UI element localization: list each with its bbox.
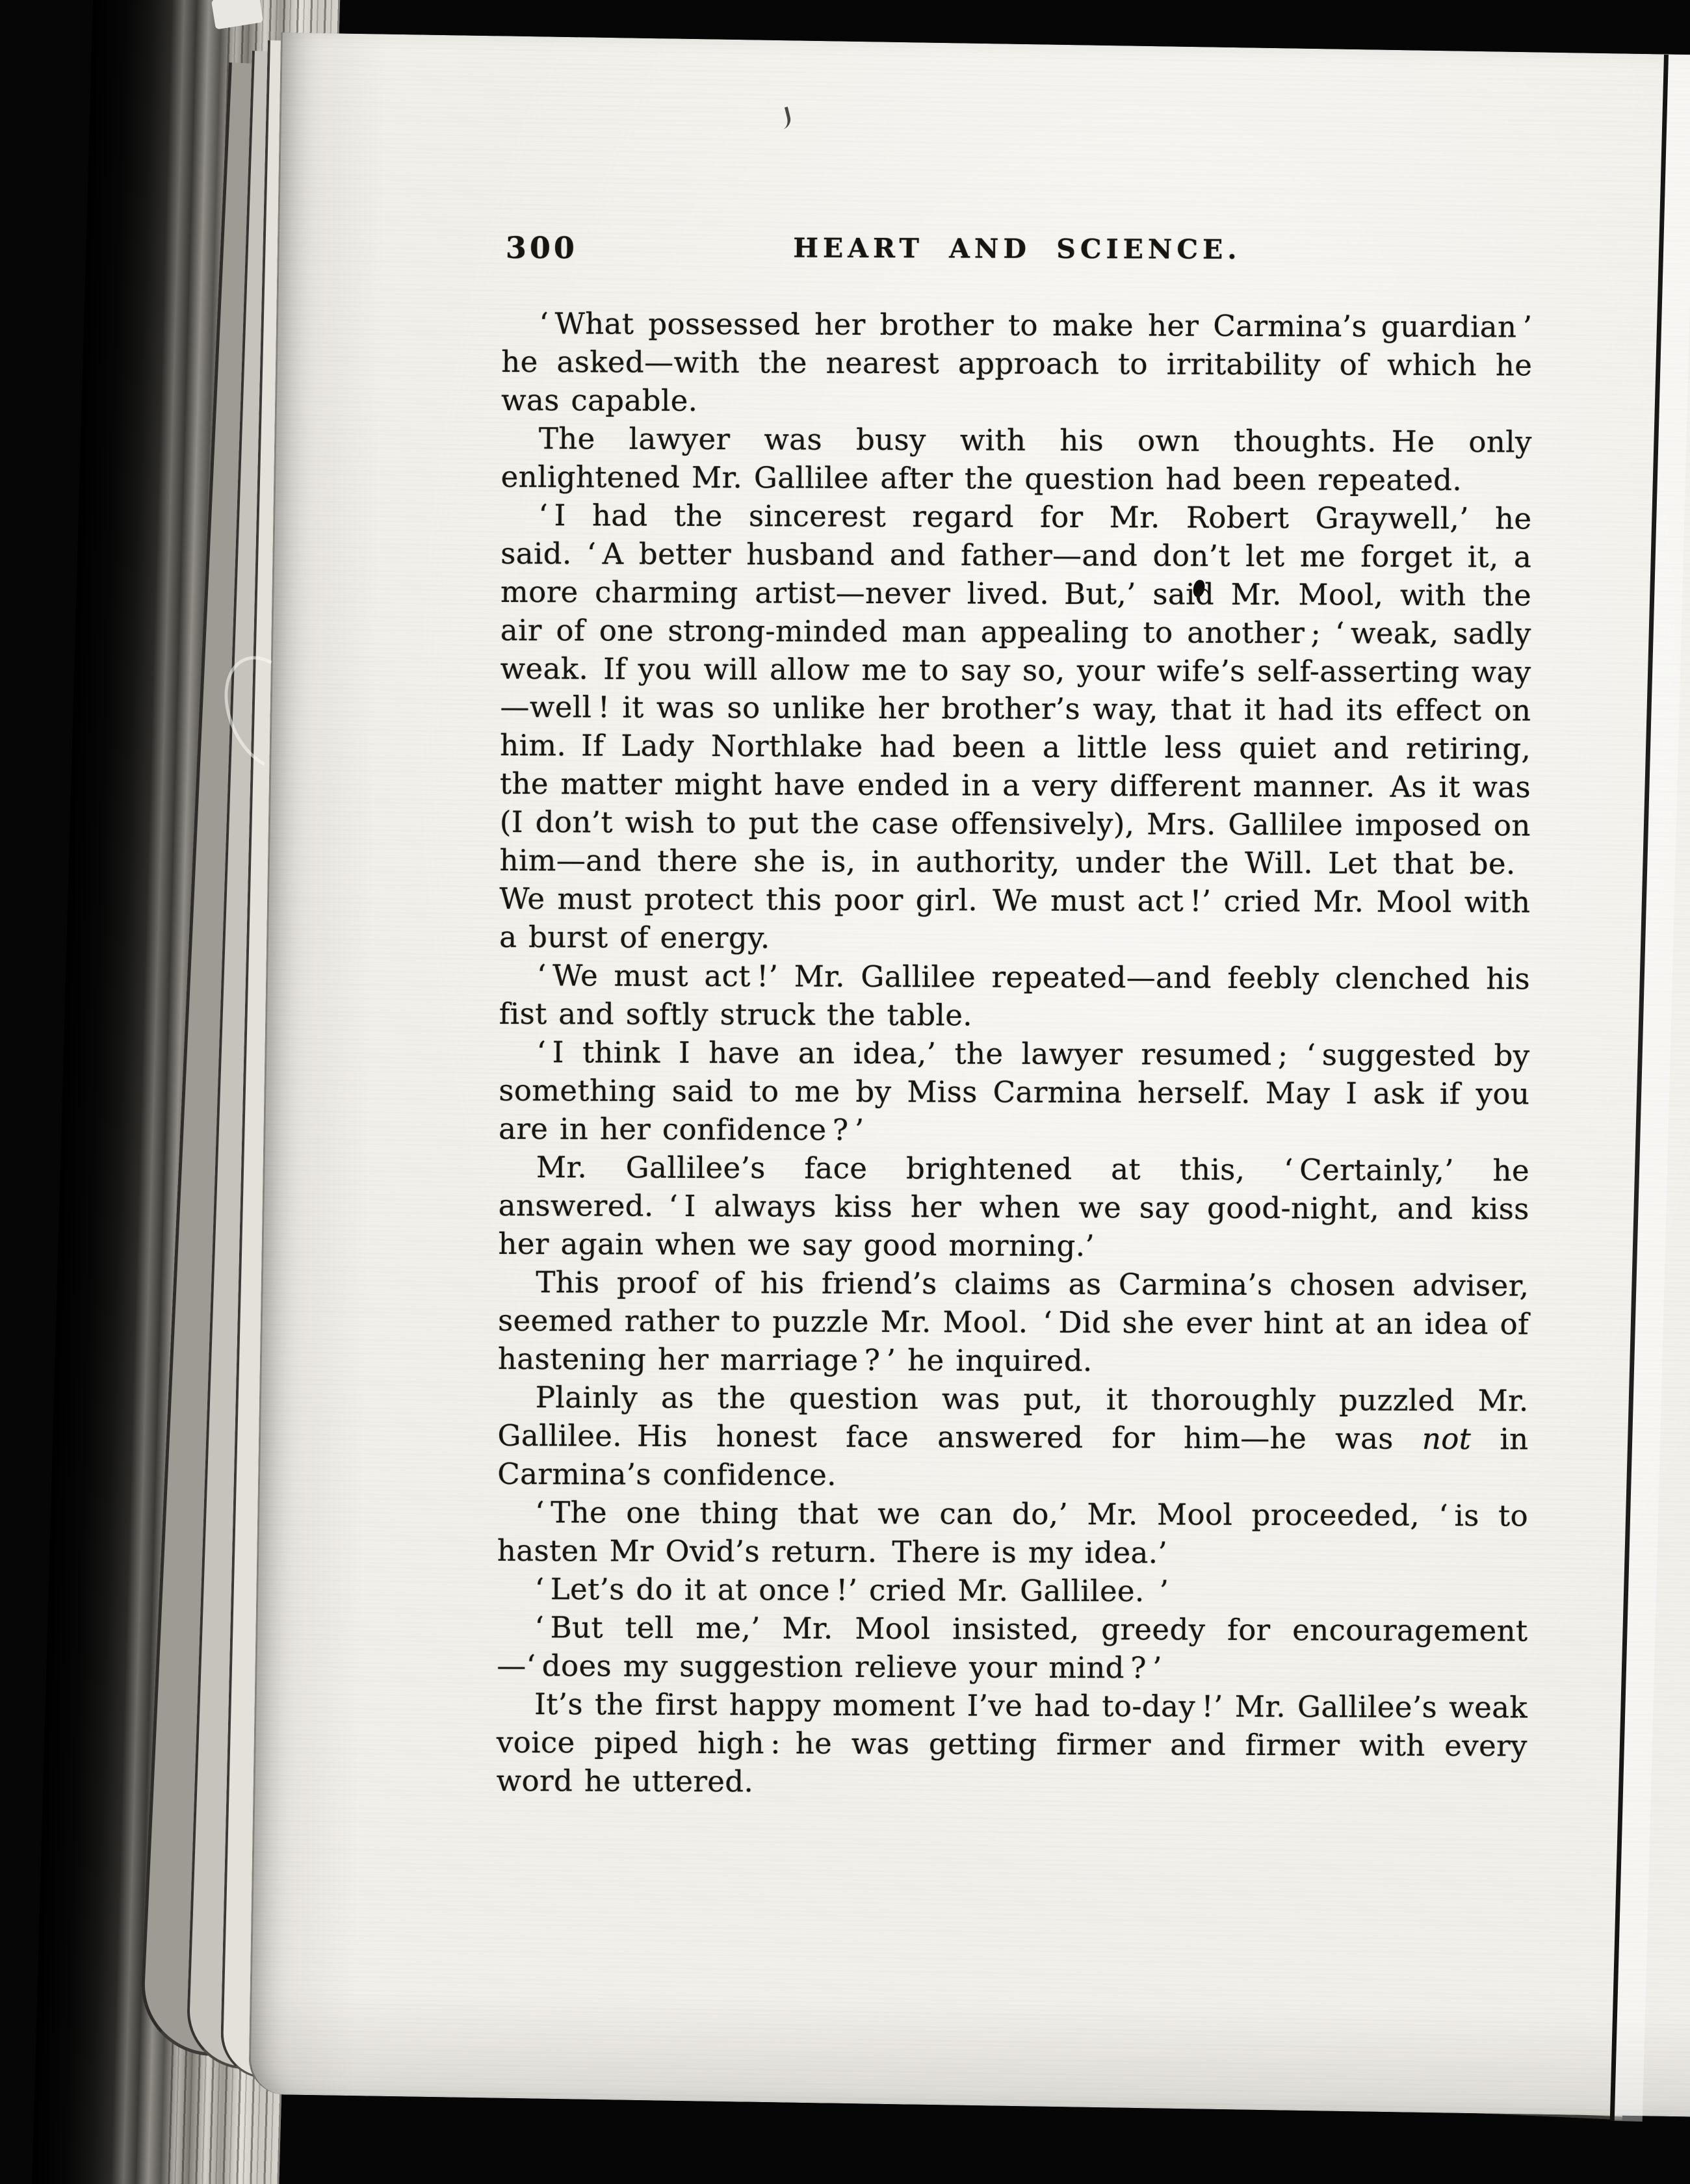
paragraph [499,496,1531,960]
paragraph [497,1493,1528,1574]
paragraph [499,956,1530,1037]
text-segment: It’s the first happy moment I’ve had to-day !’ Mr. Gallilee’s weak voice piped high : he was getting firmer and firmer with every word he uttered. [496,1687,1528,1799]
paragraph [498,1263,1529,1382]
text-segment: ‘ I think I have an idea,’ the lawyer resumed ; ‘ suggested by something said to me by Miss Carmina herself. May I ask if you are in her confidence ? ’ [499,1035,1530,1147]
text-segment: The lawyer was busy with his own thoughts. He only enlightened Mr. Gallilee after the question had been repeated. [500,421,1532,498]
text-segment: ‘ Let’s do it at once !’ cried Mr. Gallilee. ’ [534,1572,1169,1609]
page-text [497,228,1533,1804]
paragraph [497,1378,1529,1497]
text-segment-italic: not [1422,1421,1472,1457]
text-segment: in Carmina’s confidence. [497,1422,1529,1492]
paragraph [498,1148,1529,1267]
paragraph [501,304,1533,423]
running-title: HEART AND SCIENCE. [793,232,1242,265]
page-header [502,228,1533,272]
text-segment: ‘ What possessed her brother to make her Carmina’s guardian ’ he asked—with the nearest approach to irritability of which he was capable. [500,306,1533,419]
text-segment: ‘ We must act !’ Mr. Gallilee repeated—and feebly clenched his fist and softly struck the table. [499,958,1531,1033]
text-segment: ‘ The one thing that we can do,’ Mr. Mool proceeded, ‘ is to hasten Mr Ovid’s return. There is my idea.’ [497,1495,1529,1570]
paragraph [499,1033,1530,1152]
paragraph [501,419,1532,500]
page-number: 300 [505,230,578,266]
text-segment: Plainly as the question was put, it thoroughly puzzled Mr. Gallilee. His honest face answered for him—he was [497,1380,1529,1456]
text-segment: This proof of his friend’s claims as Carmina’s chosen adviser, seemed rather to puzzle Mr. Mool. ‘ Did she ever hint at an idea of hastening her marriage ? ’ he inquired. [497,1265,1529,1379]
text-segment: Mr. Gallilee’s face brightened at this, ‘ Certainly,’ he answered. ‘ I always kiss her when we say good-night, and kiss her again when we say good morning.’ [498,1150,1530,1264]
text-segment: ‘ I had the sincerest regard for Mr. Robert Graywell,’ he said. ‘ A better husband and father—and don’t let me forget it, a more charming artist—never lived. But,’ said Mr. Mool, with the air of one strong-minded man appealing to another ; ‘ weak, sadly weak. If you will allow me to say so, your wife’s self-asserting way—well ! it was so unlike her brother’s way, that it had its effect on him. If Lady Northlake had been a little less quiet and retiring, the matter might have ended in a very different manner. As it was (I don’t wish to put the case offensively), Mrs. Gallilee imposed on him—and there she is, in authority, under the Will. Let that be. We must protect this poor girl. We must act !’ cried Mr. Mool with a burst of energy. [499,498,1532,956]
paragraph [497,1608,1528,1689]
paragraph [497,1570,1528,1612]
paragraph [497,1685,1528,1804]
text-segment: ‘ But tell me,’ Mr. Mool insisted, greedy for encouragement —‘ does my suggestion relieve your mind ? ’ [497,1610,1528,1685]
